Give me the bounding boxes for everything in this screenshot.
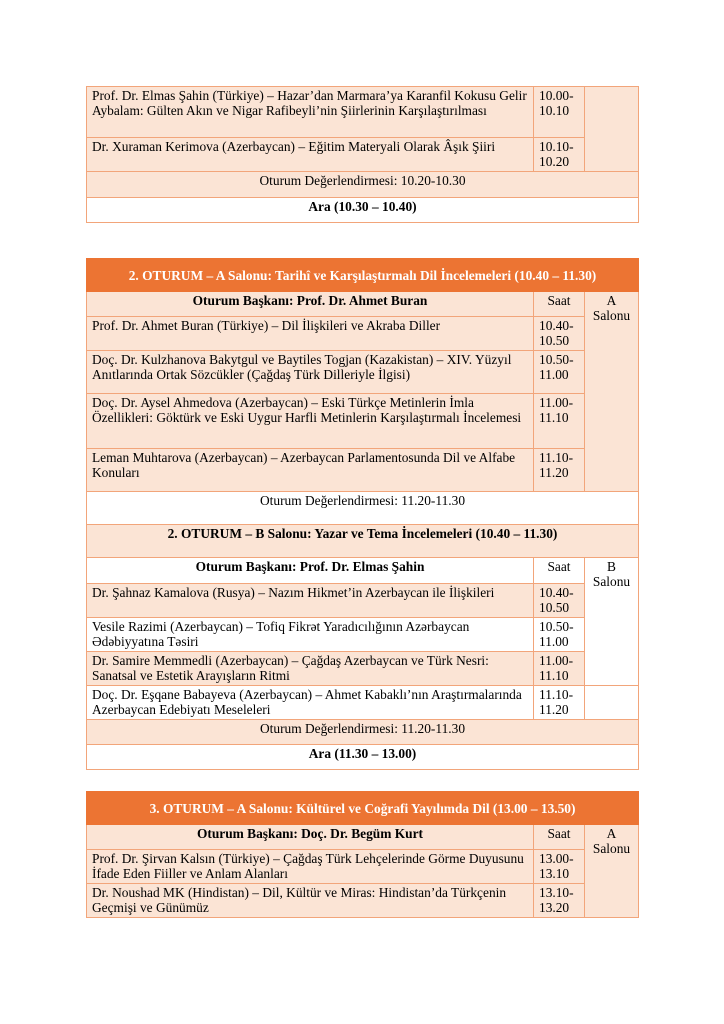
table-row	[87, 172, 639, 198]
session-3-table	[86, 791, 639, 918]
time-slot: 10.50-11.00	[534, 351, 585, 394]
paper-entry: Vesile Razimi (Azerbaycan) – Tofiq Fikrət Yaradıcılığının Azərbaycan Ədəbiyyatına Təsiri	[87, 618, 534, 652]
paper-entry: Dr. Noushad MK (Hindistan) – Dil, Kültür ve Miras: Hindistan’da Türkçenin Geçmişi ve Günümüz	[87, 884, 534, 918]
paper-entry: Leman Muhtarova (Azerbaycan) – Azerbaycan Parlamentosunda Dil ve Alfabe Konuları	[87, 449, 534, 492]
table-row	[87, 138, 639, 172]
session-2-table	[86, 258, 639, 770]
session-1-continued-table	[86, 86, 639, 223]
time-slot: 10.00-10.10	[534, 87, 585, 138]
table-row	[87, 618, 639, 652]
paper-entry: Prof. Dr. Elmas Şahin (Türkiye) – Hazar’dan Marmara’ya Karanfil Kokusu Gelir Aybalam: Gülten Akın ve Nigar Rafibeyli’nin Şiirlerinin Karşılaştırılması	[87, 87, 534, 138]
table-row	[87, 449, 639, 492]
session-title: 3. OTURUM – A Salonu: Kültürel ve Coğrafi Yayılımda Dil (13.00 – 13.50)	[87, 792, 639, 825]
time-slot: 11.10-11.20	[534, 449, 585, 492]
session-subheader	[87, 525, 639, 558]
paper-entry: Doç. Dr. Eşqane Babayeva (Azerbaycan) – Ahmet Kabaklı’nın Araştırmalarında Azerbaycan Edebiyatı Meseleleri	[87, 686, 534, 720]
time-slot: 10.10-10.20	[534, 138, 585, 172]
time-slot: 10.40-10.50	[534, 584, 585, 618]
time-slot: 13.00-13.10	[534, 850, 585, 884]
hall-cell: B Salonu	[585, 558, 639, 686]
table-row	[87, 292, 639, 317]
table-row	[87, 825, 639, 850]
session-header	[87, 792, 639, 825]
paper-entry: Dr. Şahnaz Kamalova (Rusya) – Nazım Hikmet’in Azerbaycan ile İlişkileri	[87, 584, 534, 618]
table-row	[87, 686, 639, 720]
table-row	[87, 558, 639, 584]
session-chair: Oturum Başkanı: Prof. Dr. Ahmet Buran	[87, 292, 534, 317]
session-chair: Oturum Başkanı: Prof. Dr. Elmas Şahin	[87, 558, 534, 584]
table-row	[87, 394, 639, 449]
session-chair: Oturum Başkanı: Doç. Dr. Begüm Kurt	[87, 825, 534, 850]
time-slot: 11.00-11.10	[534, 652, 585, 686]
paper-entry: Dr. Samire Memmedli (Azerbaycan) – Çağdaş Azerbaycan ve Türk Nesri: Sanatsal ve Estetik Arayışların Ritmi	[87, 652, 534, 686]
saat-header: Saat	[534, 558, 585, 584]
time-slot: 11.00-11.10	[534, 394, 585, 449]
table-row	[87, 87, 639, 138]
table-row	[87, 720, 639, 745]
time-slot: 10.50-11.00	[534, 618, 585, 652]
paper-entry: Dr. Xuraman Kerimova (Azerbaycan) – Eğitim Materyali Olarak Âşık Şiiri	[87, 138, 534, 172]
break-row: Ara (10.30 – 10.40)	[87, 198, 639, 223]
table-row	[87, 492, 639, 525]
paper-entry: Doç. Dr. Kulzhanova Bakytgul ve Baytiles Togjan (Kazakistan) – XIV. Yüzyıl Anıtlarında Ortak Sözcükler (Çağdaş Türk Dilleriyle İlgisi)	[87, 351, 534, 394]
hall-cell	[585, 87, 639, 172]
time-slot: 11.10-11.20	[534, 686, 585, 720]
table-row	[87, 317, 639, 351]
table-row	[87, 198, 639, 223]
saat-header: Saat	[534, 292, 585, 317]
session-evaluation: Oturum Değerlendirmesi: 10.20-10.30	[87, 172, 639, 198]
hall-cell-empty	[585, 686, 639, 720]
session-evaluation: Oturum Değerlendirmesi: 11.20-11.30	[87, 720, 639, 745]
table-row	[87, 884, 639, 918]
table-row	[87, 652, 639, 686]
hall-cell: A Salonu	[585, 825, 639, 918]
table-row	[87, 850, 639, 884]
table-row	[87, 745, 639, 770]
table-row	[87, 584, 639, 618]
paper-entry: Prof. Dr. Şirvan Kalsın (Türkiye) – Çağdaş Türk Lehçelerinde Görme Duyusunu İfade Eden Fiiller ve Anlam Alanları	[87, 850, 534, 884]
hall-cell: A Salonu	[585, 292, 639, 492]
paper-entry: Doç. Dr. Aysel Ahmedova (Azerbaycan) – Eski Türkçe Metinlerin İmla Özellikleri: Göktürk ve Eski Uygur Harfli Metinlerin Karşılaştırmalı İncelemesi	[87, 394, 534, 449]
session-evaluation: Oturum Değerlendirmesi: 11.20-11.30	[87, 492, 639, 525]
saat-header: Saat	[534, 825, 585, 850]
table-row	[87, 351, 639, 394]
paper-entry: Prof. Dr. Ahmet Buran (Türkiye) – Dil İlişkileri ve Akraba Diller	[87, 317, 534, 351]
time-slot: 10.40-10.50	[534, 317, 585, 351]
session-title: 2. OTURUM – B Salonu: Yazar ve Tema İncelemeleri (10.40 – 11.30)	[87, 525, 639, 558]
time-slot: 13.10-13.20	[534, 884, 585, 918]
session-header	[87, 259, 639, 292]
break-row: Ara (11.30 – 13.00)	[87, 745, 639, 770]
session-title: 2. OTURUM – A Salonu: Tarihî ve Karşılaştırmalı Dil İncelemeleri (10.40 – 11.30)	[87, 259, 639, 292]
